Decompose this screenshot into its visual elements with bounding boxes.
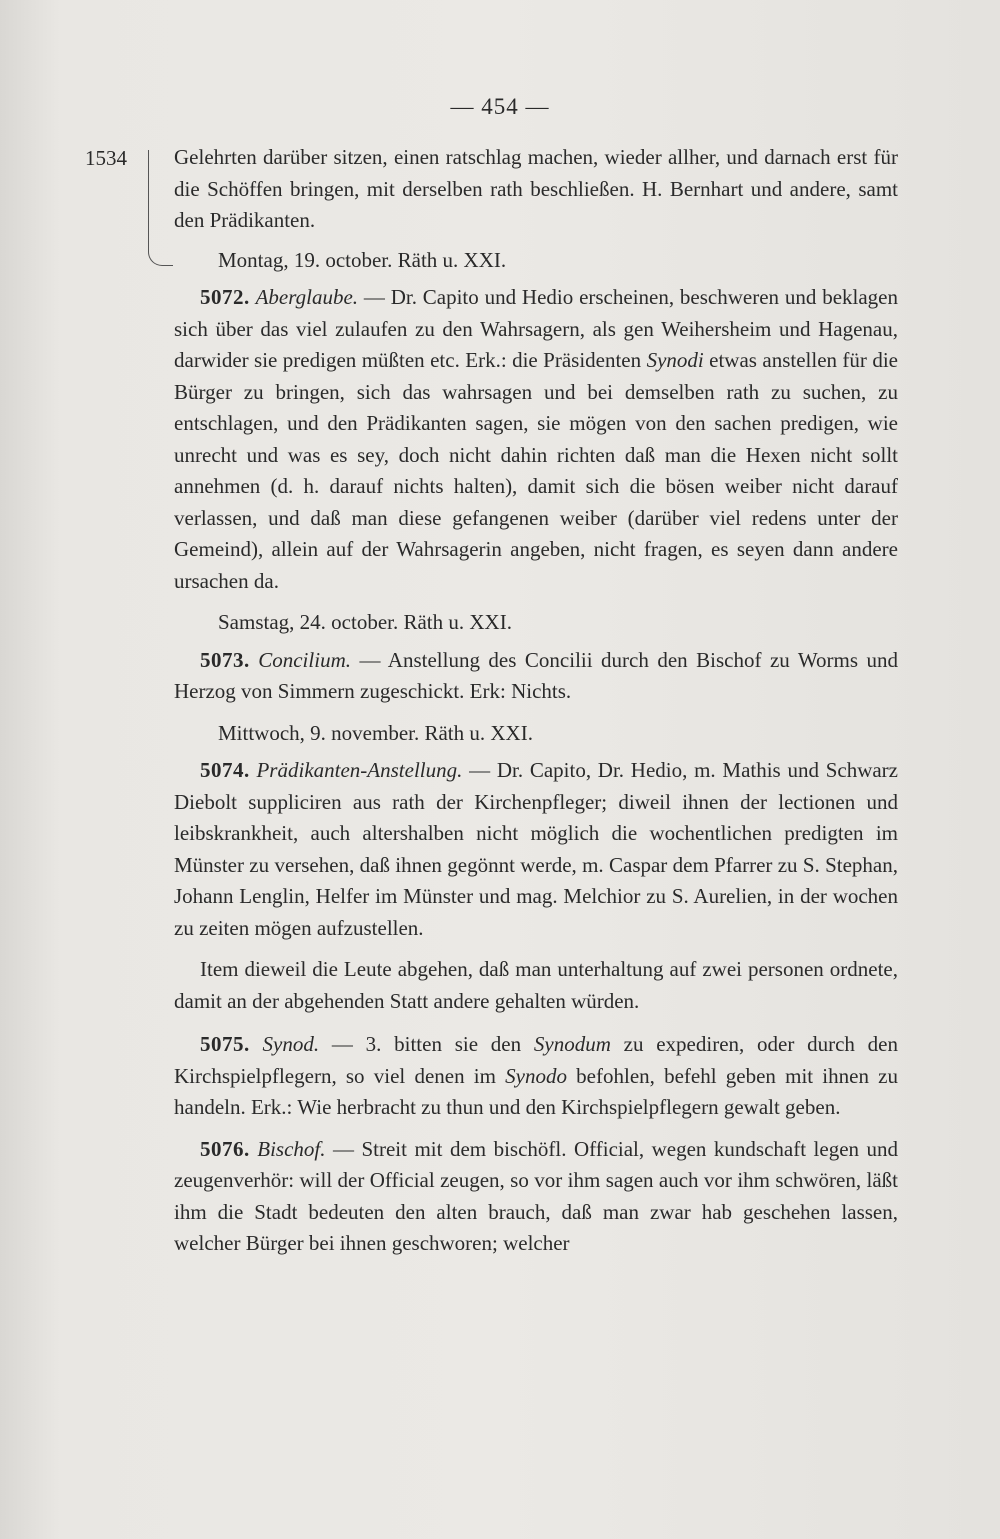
entry-number: 5075. xyxy=(200,1032,250,1056)
date-heading: Mittwoch, 9. november. Räth u. XXI. xyxy=(218,720,533,745)
entry-5072 xyxy=(174,282,898,597)
entry-5073 xyxy=(174,645,898,708)
entry-number: 5072. xyxy=(200,285,250,309)
entry-5074 xyxy=(174,755,898,944)
entry-number: 5076. xyxy=(200,1136,250,1161)
entry-text: zu expediren, oder durch den Kirchspielpflegern, so viel denen im xyxy=(174,1032,899,1088)
entry-5074-item-paragraph: Item dieweil die Leute abgehen, daß man unterhaltung auf zwei personen ordnete, damit an der abgehenden Statt andere gehalten würden. xyxy=(174,957,898,1013)
entry-italic-term: Synodo xyxy=(505,1063,567,1088)
entry-text: — Dr. Capito und Hedio erscheinen, beschweren und beklagen sich über das viel zulaufen zu den Wahrsagern, als gen Weihersheim und Hagenau, darwider sie predigen müßten etc. Erk.: die Präsidenten xyxy=(174,285,898,372)
date-heading: Montag, 19. october. Räth u. XXI. xyxy=(218,247,507,272)
date-heading: Samstag, 24. october. Räth u. XXI. xyxy=(218,610,512,634)
entry-number: 5074. xyxy=(200,758,250,782)
page-number: — 454 — xyxy=(450,94,550,119)
entry-keyword: Bischof. xyxy=(257,1136,326,1161)
entry-keyword: Aberglaube. xyxy=(255,285,359,309)
entry-number: 5073. xyxy=(200,647,250,672)
page-body xyxy=(174,142,898,1270)
entry-keyword: Concilium. xyxy=(258,647,351,672)
entry-italic-term: Synodum xyxy=(533,1032,611,1056)
entry-5075 xyxy=(174,1029,898,1124)
entry-text: — Dr. Capito, Dr. Hedio, m. Mathis und Schwarz Diebolt suppliciren aus rath der Kirchenpfleger; diweil ihnen der lectionen und leibskrankheit, auch altershalben nicht möglich die wochentlichen predigten im Münster zu versehen, daß ihnen gegönnt werde, m. Caspar dem Pfarrer zu S. Stephan, Johann Lenglin, Helfer im Münster und mag. Melchior zu S. Aurelien, in der wochen zu zeiten mögen aufzustellen. xyxy=(174,758,898,940)
margin-year: 1534 xyxy=(85,146,127,170)
margin-bracket xyxy=(148,150,173,266)
entry-text: — 3. bitten sie den xyxy=(319,1032,534,1056)
entry-italic-term: Synodi xyxy=(646,348,704,372)
entry-text: etwas anstellen für die Bürger zu bringen, sich das wahrsagen und bei demselben rath zu suchen, zu entschlagen, und den Prädikanten sagen, sie mögen von den sachen predigen, wie unrecht und was es sey, doch nicht dahin richten daß man die Hexen nicht sollt annehmen (d. h. darauf nichts halten), damit sich die bösen weiber nicht darauf verlassen, und daß man diese gefangenen weiber (darüber viel redens unter der Gemeind), allein auf der Wahrsagerin angeben, nicht fragen, es seyen dann andere ursachen da. xyxy=(174,348,898,593)
intro-paragraph: Gelehrten darüber sitzen, einen ratschlag machen, wieder allher, und darnach erst für die Schöffen bringen, mit derselben rath beschließen. H. Bernhart und andere, samt den Prädikanten. xyxy=(174,145,898,232)
entry-text: — Anstellung des Concilii durch den Bischof zu Worms und Herzog von Simmern zugeschickt. Erk: Nichts. xyxy=(174,647,898,703)
entry-text: — Streit mit dem bischöfl. Official, wegen kundschaft legen und zeugenverhör: will der Official zeugen, so vor ihm sagen auch vor ihm schwören, läßt ihm die Stadt bedeuten den alten brauch, daß man zwar hab geschehen lassen, welcher Bürger bei ihnen geschworen; welcher xyxy=(174,1136,899,1255)
entry-keyword: Prädikanten-Anstellung. xyxy=(256,758,463,782)
entry-keyword: Synod. xyxy=(262,1032,320,1056)
entry-text: befohlen, befehl geben mit ihnen zu handeln. Erk.: Wie herbracht zu thun und den Kirchspielpflegern gewalt geben. xyxy=(174,1063,898,1119)
entry-5076 xyxy=(174,1134,898,1260)
